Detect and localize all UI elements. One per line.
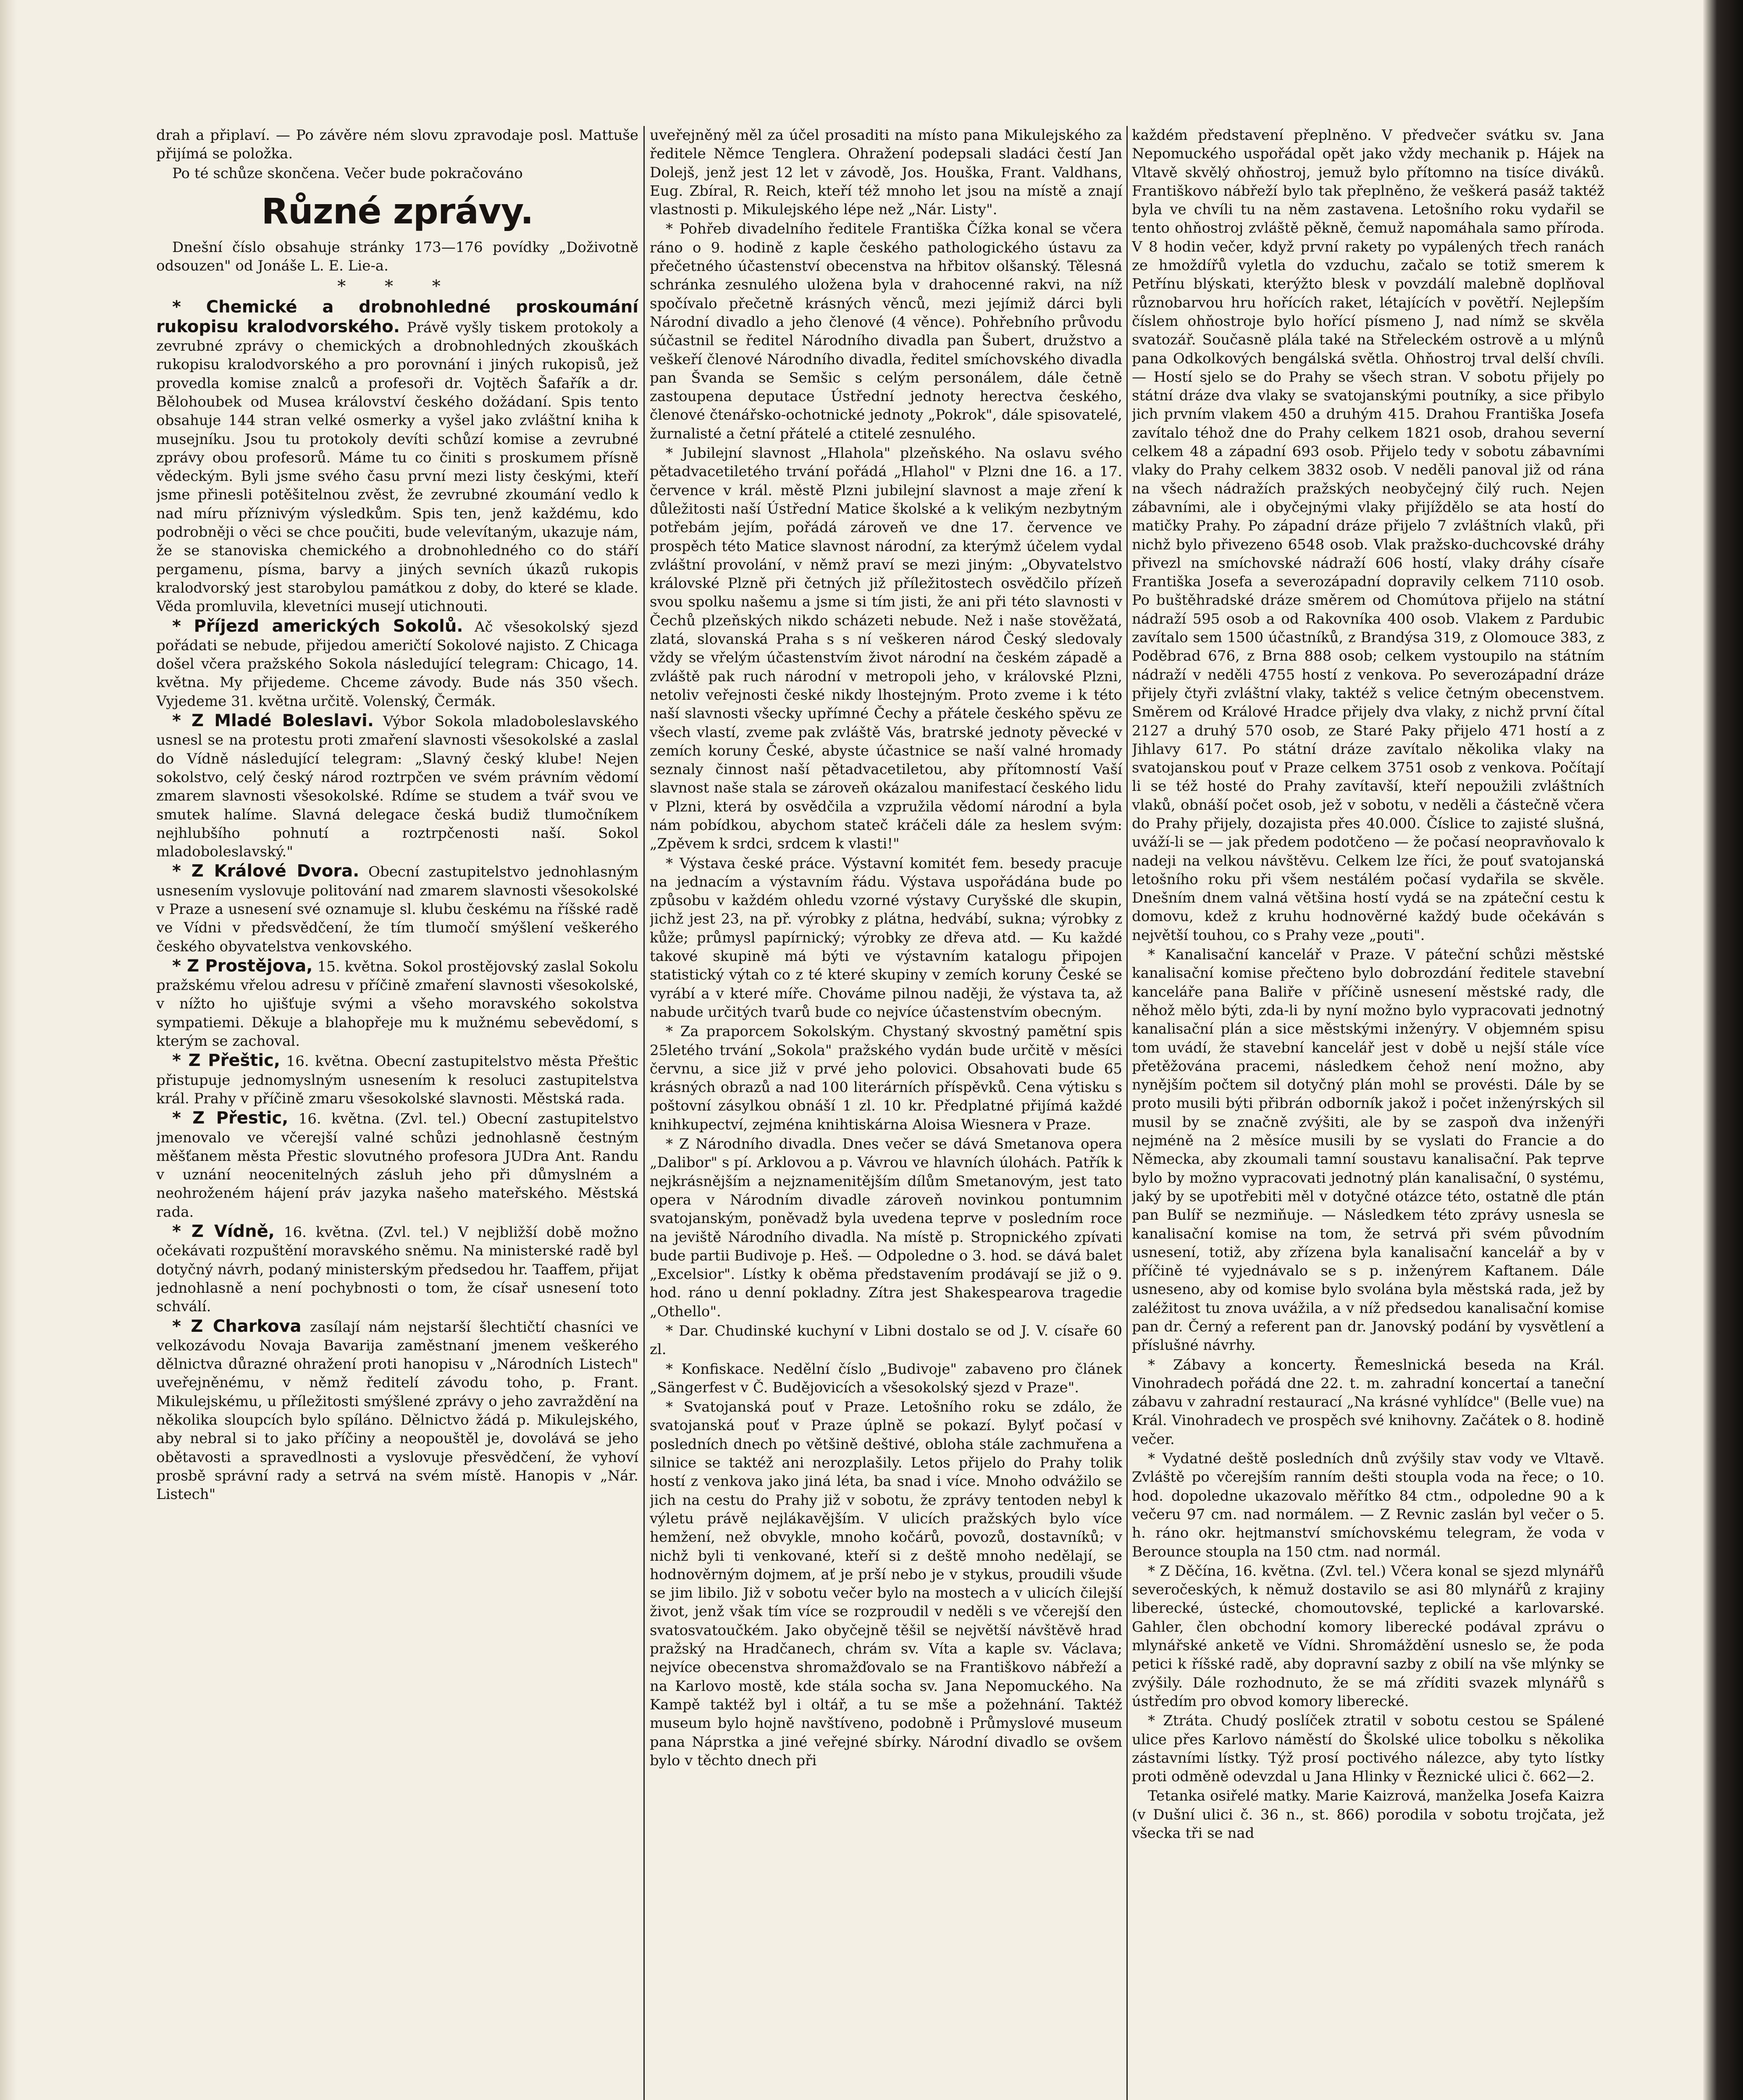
article-text: 15. května. Sokol prostějovský zaslal Sokolu pražskému vřelou adresu v příčině zmaření slavnosti všesokolské, v nížto ho ujišťuje svými a všeho moravského sokolstva sympatiemi. Děkuje a blahopřeje mu k mužnému sebevědomí, s kterým se zachoval. [156,958,638,1050]
article-title: * Chemické a drobnohledné proskoumání rukopisu kralodvorského. [156,297,638,336]
article-title: * Z Králové Dvora. [172,861,360,881]
article [156,711,638,861]
article [156,862,638,956]
article-text: Ač všesokolský sjezd pořádati se nebude, přijedou američtí Sokolové najisto. Z Chicaga došel včera pražského Sokola následující telegram: Chicago, 14. května. My přijedeme. Chceme závody. Bude nás 350 všech. Vyjedeme 31. května určitě. Volenský, Čermák. [156,618,638,710]
paragraph: * Jubilejní slavnost „Hlahola" plzeňského. Na oslavu svého pětadvacetiletého trvání pořádá „Hlahol" v Plzni dne 16. a 17. července v král. městě Plzni jubilejní slavnost a maje zření k důležitosti naší Ústřední Matice školské a k velikým nezbytným potřebám jejím, pořádá zároveň ve dne 17. července ve prospěch této Matice slavnost národní, za kterýmž účelem vydal zvláštní provolání, v němž praví se mezi jiným: „Obyvatelstvo královské Plzně při četných již příležitostech osvědčilo přízeň svou spolku našemu a jsme si tím jisti, že ani při této slavnosti v Čechů plzeňských nikdo scházeti nebude. Než i naše stověžatá, zlatá, slovanská Praha s s ní veškeren národ Český sledovaly vždy se vřelým účastenstvím život národní na českém západě a zvláště pak ruch národní v metropoli jeho, v královské Plzni, netoliv veřejnosti české nikdy lhostejným. Proto zveme i k této naší slavnosti všecky upřímné Čechy a přátele českého spěvu ze všech vlastí, zveme pak zvláště Vás, bratrské jednoty pěvecké v zemích koruny České, abyste účastnice se naší valné hromady seznaly činnost naší pětadvacetiletou, aby přítomností Vaší slavnost naše stala se zároveň okázalou manifestací českého lidu v Plzni, která by osvědčila a vzpružila vědomí národní a byla nám pobídkou, abychom stateč kráčeli dále za heslem svým: „Zpěvem k srdci, srdcem k vlasti!" [650,445,1122,853]
paragraph: Tetanka osiřelé matky. Marie Kaizrová, manželka Josefa Kaizra (v Dušní ulici č. 36 n., st. 866) porodila v sobotu trojčata, jež všecka tři se nad [1132,1788,1604,1842]
article-title: * Z Vídně, [172,1222,275,1242]
article [156,617,638,711]
article-title: * Z Mladé Boleslavi. [172,711,374,731]
article-text: zasílají nám nejstarší šlechtičtí chasníci ve velkozávodu Novaja Bavarija zaměstnaní jmenem veškerého dělnictva důrazné ohražení proti hanopisu v „Národních Listech" uveřejněnému, v němž ředitelí závodu toho, p. Frant. Mikulejskému, u příležitosti smýšlené zprávy o jeho zavraždění na několika sloupcích bylo spíláno. Dělnictvo žádá p. Mikulejského, aby nebral si to jako příčiny a neopouštěl je, dovolává se jeho obětavosti a spravedlnosti a vyslovuje přesvědčení, že vyhoví prosbě správní rady a setrvá na svém místě. Hanopis v „Nár. Listech" [156,1318,638,1503]
article-title: * Z Přestic, [172,1108,289,1128]
article [156,1109,638,1221]
article [156,1051,638,1108]
article-title: * Z Prostějova, [172,956,313,976]
article [156,1222,638,1316]
article [156,298,638,616]
article-title: * Příjezd amerických Sokolů. [172,616,463,636]
paragraph: * Ztráta. Chudý poslíček ztratil v sobotu cestou se Spálené ulice přes Karlovo náměstí do Školské ulice tobolku s několika zástavními lístky. Týž prosí poctivého nálezce, aby tyto lístky proti odměně odevzdal u Jana Hlinky v Řeznické ulici č. 662—2. [1132,1712,1604,1785]
column-rule-2 [1126,126,1128,2100]
paragraph: * Svatojanská pouť v Praze. Letošního roku se zdálo, že svatojanská pouť v Praze úplně se pokazí. Bylyť počasí v posledních dnech po většině deštivé, obloha stále zachmuřena a silnice se taktéž ani nerozplašily. Letos přijelo do Prahy tolik hostí z venkova jako jiná léta, ba snad i více. Mnoho odvážilo se jich na cestu do Prahy již v sobotu, že zprávy tentoden nebyl k výletu právě nejlákavějším. V ulicích pražských bylo více hemžení, než obvykle, mnoho kočárů, povozů, dostavníků; v nichž byli ti venkované, kteří si z deště mnoho nedělají, se hodnověrným dojmem, ať je prší nebo je v stykus, proudili všude se jim libilo. Již v sobotu večer bylo na mostech a v ulicích čilejší život, jenž však tím více se rozproudil v neděli s ve včerejší den svatosvatoučkém. Jako obyčejně těšil se největší návštěvě hrad pražský na Hradčanech, chrám sv. Víta a kaple sv. Václava; nejvíce obecenstva shromažďovalo se na Františkovo nábřeží a na Karlovo mostě, kde stála socha sv. Jana Nepomuckého. Na Kampě taktéž byl i oltář, a tu se mše a požehnání. Taktéž museum bylo hojně navštíveno, podobně i Průmyslové museum pana Náprstka a jiné veřejné sbírky. Národní divadlo se ovšem bylo v těchto dnech při [650,1399,1122,1769]
paragraph: drah a připlaví. — Po závěre ném slovu zpravodaje posl. Mattuše přijímá se položka. [156,127,638,163]
column-3 [1132,126,1604,2100]
paragraph: uveřejněný měl za účel prosaditi na místo pana Mikulejského za ředitele Němce Tenglera. Ohražení podepsali sladáci čestí Jan Dolejš, jenž jest 12 let v závodě, Jos. Houška, Frant. Valdhans, Eug. Zbíral, R. Reich, kteří též mnoho let jsou na místě a znají vlastnosti p. Mikulejského lépe než „Nár. Listy". [650,127,1122,218]
section-heading: Různé zprávy. [261,190,533,232]
paragraph: * Zábavy a koncerty. Řemeslnická beseda na Král. Vinohradech pořádá dne 22. t. m. zahradní koncertaí a taneční zábavu v zahradní restaurací „Na krásné vyhlídce" (Belle vue) na Král. Vinohradech ve prospěch své knihovny. Začátek o 8. hodině večer. [1132,1356,1604,1448]
paragraph: * Vydatné deště posledních dnů zvýšily stav vody ve Vltavě. Zvláště po včerejším ranním dešti stoupla voda na řece; o 10. hod. dopoledne ukazovalo měřítko 84 ctm., odpoledne 90 a k večeru 97 cm. nad normálem. — Z Revnic zaslán byl večer o 5. h. ráno okr. hejtmanství smíchovskému telegram, že voda v Berounce stoupla na 150 ctm. nad normál. [1132,1450,1604,1560]
paragraph: * Za praporcem Sokolským. Chystaný skvostný pamětní spis 25letého trvání „Sokola" pražského vydán bude určitě v měsíci červnu, a sice již v prvé jeho polovici. Obsahovati bude 65 krásných obrazů a nad 100 literárních příspěvků. Cena výtisku s poštovní zásylkou obnáší 1 zl. 10 kr. Předplatné přijímá každé knihkupectví, zejména knihtiskárna Aloisa Wiesnera v Praze. [650,1023,1122,1133]
paragraph: * Konfiskace. Nedělní číslo „Budivoje" zabaveno pro článek „Sängerfest v Č. Budějovicích a všesokolský sjezd v Praze". [650,1360,1122,1396]
page-left-edge [0,0,17,2100]
paragraph: * Pohřeb divadelního ředitele Františka Čížka konal se včera ráno o 9. hodině z kaple českého pathologického ústavu za přečetného účastenství obecenstva na hřbitov olšanský. Tělesná schránka zesnulého uložena byla v drahocenné rakvi, na níž spočívalo přečetně krásných věnců, mezi jejímiž dárci byli Národní divadlo a jeho členové (4 věnce). Pohřebního průvodu súčastnil se ředitel Národního divadla pan Šubert, družstvo a veškeří členové Národního divadla, ředitel smíchovského divadla pan Švanda se Semšic s celým personálem, dále četně zastoupena deputace Ústřední jednoty herectva českého, členové čtenářsko-ochotnické jednoty „Pokrok", dále spisovatelé, žurnalisté a četní přátelé a ctitelé zesnulého. [650,220,1122,442]
article-text: Právě vyšly tiskem protokoly a zevrubné zprávy o chemických a drobnohledných zkouškách rukopisu kralodvorského a pro porovnání i jiných rukopisů, jež provedla komise znalců a profesoři dr. Vojtěch Šafařík a dr. Bělohoubek od Musea království českého dožádaní. Spis tento obsahuje 144 stran velké osmerky a vyšel jako zvláštní kniha k musejníku. Jsou tu protokoly devíti schůzí komise a zevrubné zprávy obou profesorů. Máme tu co činiti s proskumem přísně vědeckým. Byli jsme svého času první mezi listy českými, kteří jsme přinesli potěšitelnou zvěst, že zevrubné zkoumání vedlo k nad míru příznivým výsledkům. Spis ten, jenž každému, kdo podrobněji o věci se chce poučiti, bude velevítaným, ukazuje nám, že se stanoviska chemického a drobnohledného co do stáří pergamenu, písma, barvy a jiných sevních úkazů rukopis kralodvorský jest starobylou památkou z doby, do které se klade. Věda promluvila, klevetníci musejí utichnouti. [156,319,638,615]
article [156,1317,638,1504]
paragraph: Po té schůze skončena. Večer bude pokračováno [172,165,523,182]
separator-stars: * * * [337,277,457,297]
article-text: 16. května. (Zvl. tel.) Obecní zastupitelstvo jmenovalo ve včerejší valné schůzi jednohlasně čestným měšťanem města Přestic slovutného profesora JUDra Ant. Randu v uznání neocenitelných zásluh jeho při důmyslném a neohroženém hájení práv jazyka našeho mateřského. Městská rada. [156,1110,638,1221]
page-binding-edge [1703,0,1743,2100]
column-2 [650,126,1122,2100]
paragraph: každém představení přeplněno. V předvečer svátku sv. Jana Nepomuckého uspořádal opět jako vždy mechanik p. Hájek na Vltavě skvělý ohňostroj, jemuž bylo přítomno na tisíce diváků. Františkovo nábřeží bylo tak přeplněno, že veškerá pasáž taktéž byla ve chvíli tu na něm zastavena. Letošního roku vydařil se tento ohňostroj zvláště pěkně, čemuž napomáhala samo příroda. V 8 hodin večer, když první rakety po vypálených třech ranách ze hmoždířů vyletla do vzduchu, začalo se totiž smerem k Petřínu blýskati, kterýžto blesk v povzdálí malebně doplňoval různobarvou hru hořících raket, létajících v povětří. Nejlepším číslem ohňostroje bylo hořící písmeno J, nad nímž se skvěla svatozář. Současně plála také na Střeleckém ostrově a u mlýnů pana Odkolkových bengálská světla. Ohňostroj trval delší chvíli. — Hostí sjelo se do Prahy se všech stran. V sobotu přijely po státní dráze dva vlaky se svatojanskými poutníky, a sice přibylo jich prvním vlakem 450 a druhým 415. Drahou Františka Josefa zavítalo téhož dne do Prahy celkem 1821 osob, drahou severní celkem 48 a západní 693 osob. Přijelo tedy v sobotu zábavními vlaky do Prahy celkem 3832 osob. V neděli panoval již od rána na všech nádražích pražských neobyčejný čilý ruch. Nejen zábavními, ale i obyčejnými vlaky přijíždělo se ata hostí do matičky Prahy. Po západní dráze přijelo 7 zvláštních vlaků, při nichž bylo přivezeno 6548 osob. Vlak pražsko-duchcovské dráhy přivezl na smíchovské nádraží 606 hostí, vlaky dráhy císaře Františka Josefa a severozápadní dopravily celkem 7110 osob. Po buštěhradské dráze směrem od Chomútova přijelo na státní nádraží 595 osob a od Rakovníka 400 osob. Vlakem z Pardubic zavítalo sem 1500 účastníků, z Brandýsa 319, z Olomouce 383, z Poděbrad 676, z Brna 888 osob; celkem vystoupilo na státním nádraží v neděli 4755 hostí z venkova. Po severozápadní dráze přijely čtyři zvláštní vlaky, taktéž s velice četným obecenstvem. Směrem od Králové Hradce přijely dva vlaky, z nichž první čítal 2127 a druhý 570 osob, ze Staré Paky přijelo 471 hostí a z Jihlavy 617. Po státní dráze zavítalo několika vlaky na svatojanskou pouť v Praze celkem 3751 osob z venkova. Počítají li se též hosté do Prahy zavítavší, kteří nepoužili zvláštních vlaků, obnáší počet osob, jež v sobotu, v neděli a částečně včera do Prahy přijely, dozajista přes 40.000. Číslice to zajisté slušná, uváží-li se — jak předem podotčeno — že počasí neopravňovalo k nadeji na velkou návštěvu. Celkem lze říci, že pouť svatojanská letošního roku při všem nestálém počasí vydařila se skvěle. Dnešním dnem valná většina hostí vydá se na zpáteční cestu k domovu, kdež z kruhu hodnověrné každý bude očekáván s největší touhou, co s Prahy veze „pouti". [1132,127,1604,944]
article-text: 16. května. Obecní zastupitelstvo města Přeštic přistupuje jednomyslným usnesením k resoluci zastupitelstva král. Prahy v příčině zmaru všesokolské slavnosti. Městská rada. [156,1053,638,1107]
paragraph: * Z Děčína, 16. května. (Zvl. tel.) Včera konal se sjezd mlynářů severočeských, k němuž dostavilo se asi 80 mlynářů z krajiny liberecké, ústecké, chomoutovské, teplické a karlovarské. Gahler, člen obchodní komory liberecké podával zprávu o mlynářské anketě ve Vídni. Shromáždění usneslo se, že poda petici k říšské radě, aby dopravní sazby z obilí na vše mlýnky se zvýšily. Dále rozhodnuto, že se má zříditi svazek mlynářů s ústředím pro obvod komory liberecké. [1132,1562,1604,1710]
paragraph: * Výstava české práce. Výstavní komitét fem. besedy pracuje na jednacím a výstavním řádu. Výstava uspořádána bude po způsobu v každém ohledu vzorné výstavy Curyšské dle skupin, jichž jest 23, na př. výrobky z plátna, hedvábí, sukna; výrobky z kůže; průmysl papírnický; výrobky ze dřeva atd. — Ku každé takové skupině má býti ve výstavním katalogu připojen statistický výtah co z té které skupiny v zemích koruny České se vyrábí a v které míře. Chováme pilnou naději, že výstava ta, až nabude určitých tvarů bude co nejvíce účastenstvím obecným. [650,855,1122,1021]
article-text: 16. května. (Zvl. tel.) V nejbližší době možno očekávati rozpuštění moravského sněmu. Na ministerské radě byl dotyčný návrh, podaný ministerským předsedou hr. Taaffem, přijat jednohlasně a není pochybnosti o tom, že císař usnesení toto schválí. [156,1224,638,1315]
article-title: * Z Přeštic, [172,1051,281,1071]
paragraph: * Dar. Chudinské kuchyní v Libni dostalo se od J. V. císaře 60 zl. [650,1323,1122,1358]
article-title: * Z Charkova [172,1316,302,1336]
article-text: Obecní zastupitelstvo jednohlasným usnesením vyslovuje politování nad zmarem slavnosti všesokolské v Praze a usnesení své oznamuje sl. klubu českému na říšské radě ve Vídni v předsvědčení, že tím tlumočí smýšlení veškerého českého obyvatelstva venkovského. [156,864,638,955]
article [156,957,638,1050]
column-1 [156,126,638,2100]
paragraph: * Kanalisační kancelář v Praze. V páteční schůzi městské kanalisační komise přečteno bylo dobrozdání ředitele stavební kanceláře pana Baliře v příčině usnesení městské rady, dle něhož mělo býti, zda-li by nyní možno bylo vypracovati jednotný kanalisační plán a sice městskými inženýry. V objemném spisu tom uvádí, že stavební kancelář jest v době u nejší stále více přetěžována pracemi, následkem čehož není možno, aby nynějším počtem sil dotyčný plán mohl se provésti. Dále by se proto musili býti přibrán odborník jakož i počet inženýrských sil musil by se značně zvýšiti, ale by se zaspoň dva inženýři nejméně na 2 měsíce musili by se vyslati do Francie a do Německa, aby zkoumali tamní soustavu kanalisační. Pak teprve bylo by možno vypracovati jednotný plán kanalisační, 0 systému, jaký by se upotřebiti měl v dotyčné otázce této, ostatně dle ptán pan Bulíř se nezmiňuje. — Následkem této zprávy usnesla se kanalisační komise na tom, že setrvá při svém původním usnesení, totiž, aby zřízena byla kanalisační kancelář a by v příčině té vyjednávalo se s p. inženýrem Kaftanem. Dále usneseno, aby od komise bylo svolána byla městská rada, jež by zaléžitost tu znova uvážila, a v níž předsedou kanalisační komise pan dr. Černý a referent pan dr. Janovský podání by vysvětlení a příslušné návrhy. [1132,946,1604,1354]
paragraph: * Z Národního divadla. Dnes večer se dává Smetanova opera „Dalibor" s pí. Arklovou a p. Vávrou ve hlavních úlohách. Patřík k nejkrásnějším a nejznamenitějším dílům Smetanovým, jest tato opera v Národním divadle zároveň novinkou pontumnim svatojanským, poněvadž byla uvedena teprve v posledním roce na jeviště Národního divadla. Na místě p. Stropnického zpívati bude partii Budivoje p. Heš. — Odpoledne o 3. hod. se dává balet „Excelsior". Lístky k oběma představením prodávají se již o 9. hod. ráno u denní pokladny. Zítra jest Shakespearova tragedie „Othello". [650,1136,1122,1320]
paragraph-intro: Dnešní číslo obsahuje stránky 173—176 povídky „Doživotně odsouzen" od Jonáše L. E. Lie-a. [156,239,638,275]
article-text: Výbor Sokola mladoboleslavského usnesl se na protestu proti zmaření slavnosti všesokolské a zaslal do Vídně následující telegram: „Slavný český klube! Nejen sokolstvo, celý český národ roztrpčen ve svém právním vědomí zmarem slavnosti všesokolské. Rdíme se studem a tvář svou ve smutek halíme. Slavná delegace česká budiž tlumočníkem nejhlubšího pohnutí a roztrpčenosti naší. Sokol mladoboleslavský." [156,713,638,861]
column-rule-1 [643,126,645,2100]
